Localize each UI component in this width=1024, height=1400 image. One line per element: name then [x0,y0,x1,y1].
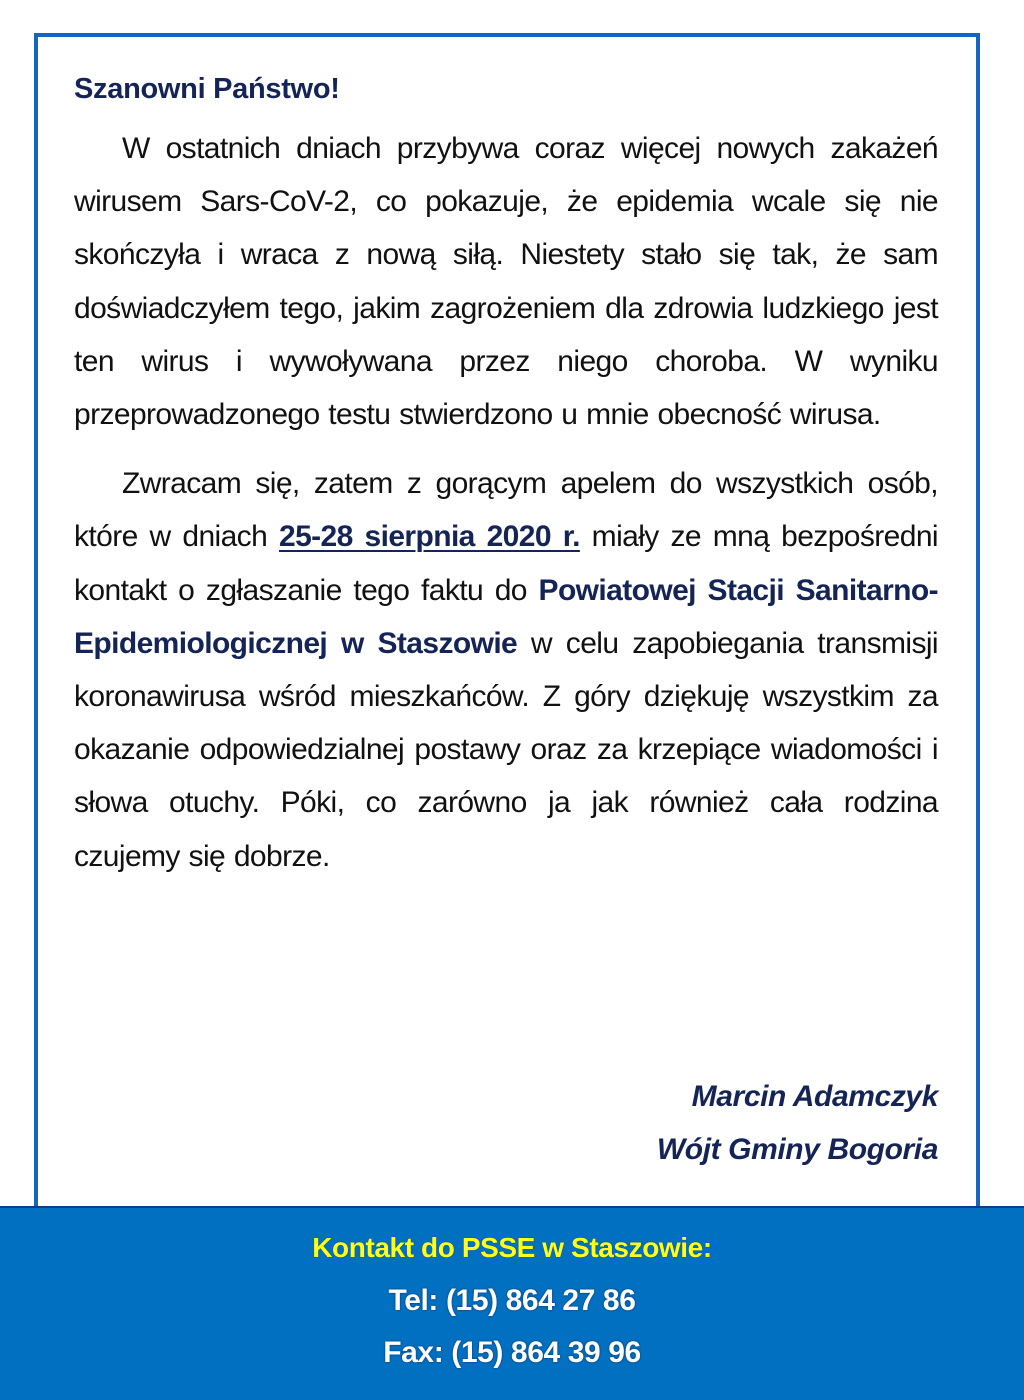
signature-title: Wójt Gminy Bogoria [656,1133,938,1166]
institution-name: Powiatowej Stacji Sanitarno-Epidemiologicznej w Staszowie [74,573,938,660]
footer-fax: Fax: (15) 864 39 96 [383,1336,641,1369]
greeting-heading: Szanowni Państwo! [74,73,340,105]
contact-date-range: 25-28 sierpnia 2020 r. [278,520,580,554]
footer-phone: Tel: (15) 864 27 86 [388,1284,636,1317]
footer-title: Kontakt do PSSE w Staszowie: [312,1232,712,1263]
contact-footer [0,1206,1024,1400]
paragraph-1 [74,122,938,441]
letter-body [74,64,938,883]
signature-name: Marcin Adamczyk [691,1080,938,1113]
paragraph-2-part-1: Zwracam się, zatem z gorącym apelem do wszystkich osób, które w dniach [74,467,938,554]
paragraph-1-text: W ostatnich dniach przybywa coraz więcej nowych zakażeń wirusem Sars-CoV-2, co pokazuje, że epidemia wcale się nie skończyła i wraca z nową siłą. Niestety stało się tak, że sam doświadczyłem tego, jakim zagrożeniem dla zdrowia ludzkiego jest ten wirus i wywoływana przez niego choroba. W wyniku przeprowadzonego testu stwierdzono u mnie obecność wirusa. [74,132,938,432]
signature-block [657,1070,938,1176]
paragraph-2 [74,457,938,883]
paragraph-2-part-2: miały ze mną bezpośredni kontakt o zgłaszanie tego faktu do [74,520,938,607]
paragraph-2-part-3: w celu zapobiegania transmisji koronawirusa wśród mieszkańców. Z góry dziękuję wszystkim za okazanie odpowiedzialnej postawy oraz za krzepiące wiadomości i słowa otuchy. Póki, co zarówno ja jak również cała rodzina czujemy się dobrze. [74,626,938,873]
